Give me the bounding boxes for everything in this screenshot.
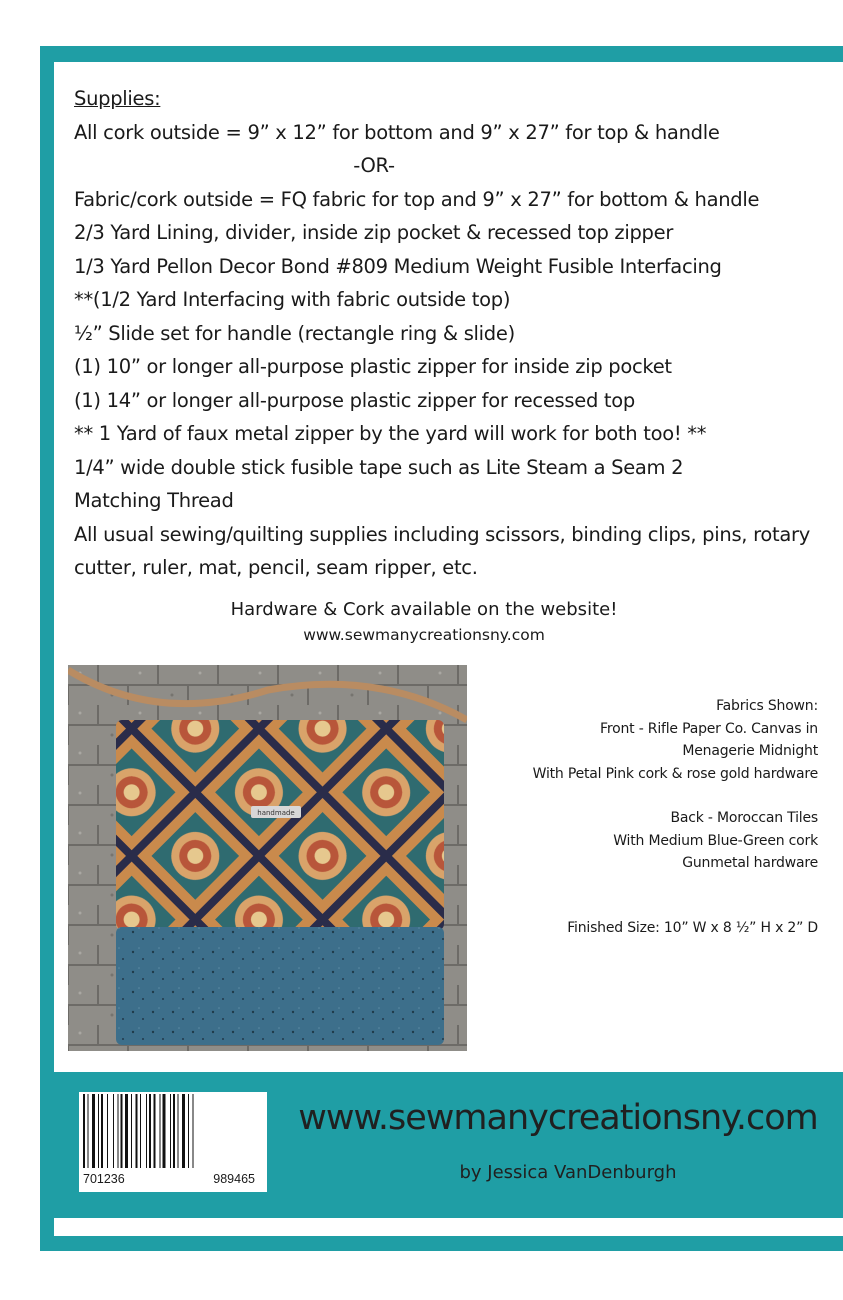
barcode	[79, 1092, 267, 1192]
barcode-bar	[98, 1094, 99, 1168]
barcode-bar	[121, 1094, 123, 1168]
hardware-url-link[interactable]: www.sewmanycreationsny.com	[303, 626, 545, 644]
author-byline: by Jessica VanDenburgh	[459, 1162, 677, 1183]
fabric-line: Front - Rifle Paper Co. Canvas in	[600, 720, 818, 737]
barcode-bar	[101, 1094, 103, 1168]
supply-item: 2/3 Yard Lining, divider, inside zip pocket & recessed top zipper	[74, 221, 674, 244]
supply-item: ** 1 Yard of faux metal zipper by the yard will work for both too! **	[74, 422, 707, 445]
barcode-bar	[113, 1094, 114, 1168]
bottom-band	[54, 1218, 843, 1236]
fabrics-shown-info	[490, 695, 818, 939]
supply-item: Fabric/cork outside = FQ fabric for top and 9” x 27” for bottom & handle	[74, 187, 760, 211]
barcode-left-digits: 701236	[83, 1172, 125, 1186]
barcode-bar	[163, 1094, 166, 1168]
barcode-bar	[154, 1094, 156, 1168]
supply-item: ½” Slide set for handle (rectangle ring & slide)	[74, 321, 515, 345]
barcode-bar	[178, 1094, 179, 1168]
hardware-text: Hardware & Cork available on the website!	[230, 599, 618, 620]
supply-item: Matching Thread	[74, 489, 234, 512]
fabric-line: Back - Moroccan Tiles	[670, 810, 818, 826]
fabric-line: Menagerie Midnight	[682, 743, 818, 759]
barcode-bar	[170, 1094, 171, 1168]
hardware-note	[74, 596, 774, 646]
supply-item: All cork outside = 9” x 12” for bottom and 9” x 27” for top & handle	[74, 120, 720, 144]
supply-item: 1/4” wide double stick fusible tape such as Lite Steam a Seam 2	[74, 455, 684, 479]
footer-website[interactable]: www.sewmanycreationsny.com	[298, 1098, 818, 1138]
supply-item: **(1/2 Yard Interfacing with fabric outside top)	[74, 288, 511, 311]
finished-size: Finished Size: 10” W x 8 ½” H x 2” D	[567, 919, 818, 936]
supplies-heading: Supplies:	[74, 87, 161, 110]
handmade-label-text: handmade	[257, 809, 295, 817]
supply-item: All usual sewing/quilting supplies including scissors, binding clips, pins, rotary cutter, ruler, mat, pencil, seam ripper, etc.	[74, 522, 810, 579]
barcode-bar	[146, 1094, 147, 1168]
barcode-bar	[136, 1094, 138, 1168]
bag-photo	[68, 665, 467, 1051]
barcode-bar	[83, 1094, 85, 1168]
barcode-bar	[160, 1094, 161, 1168]
barcode-right-digits: 989465	[213, 1172, 255, 1186]
supplies-list	[74, 82, 834, 584]
fabrics-heading: Fabrics Shown:	[716, 698, 818, 714]
barcode-bar	[118, 1094, 119, 1168]
supply-or-divider: -OR-	[353, 154, 395, 177]
barcode-bar	[149, 1094, 151, 1168]
supply-item: 1/3 Yard Pellon Decor Bond #809 Medium Weight Fusible Interfacing	[74, 254, 722, 278]
fabric-line: With Medium Blue-Green cork	[613, 832, 818, 849]
barcode-bar	[107, 1094, 108, 1168]
barcode-bar	[173, 1094, 175, 1168]
barcode-bar	[92, 1094, 95, 1168]
barcode-bar	[140, 1094, 141, 1168]
barcode-bar	[182, 1094, 185, 1168]
barcode-bar	[188, 1094, 189, 1168]
fabric-line: With Petal Pink cork & rose gold hardware	[532, 765, 818, 782]
barcode-bar	[131, 1094, 132, 1168]
barcode-bar	[125, 1094, 128, 1168]
barcode-bar	[88, 1094, 89, 1168]
barcode-digits	[79, 1168, 267, 1190]
supply-item: (1) 14” or longer all-purpose plastic zipper for recessed top	[74, 388, 635, 412]
fabric-line: Gunmetal hardware	[682, 855, 818, 871]
barcode-bar	[193, 1094, 194, 1168]
supply-item: (1) 10” or longer all-purpose plastic zipper for inside zip pocket	[74, 355, 672, 378]
